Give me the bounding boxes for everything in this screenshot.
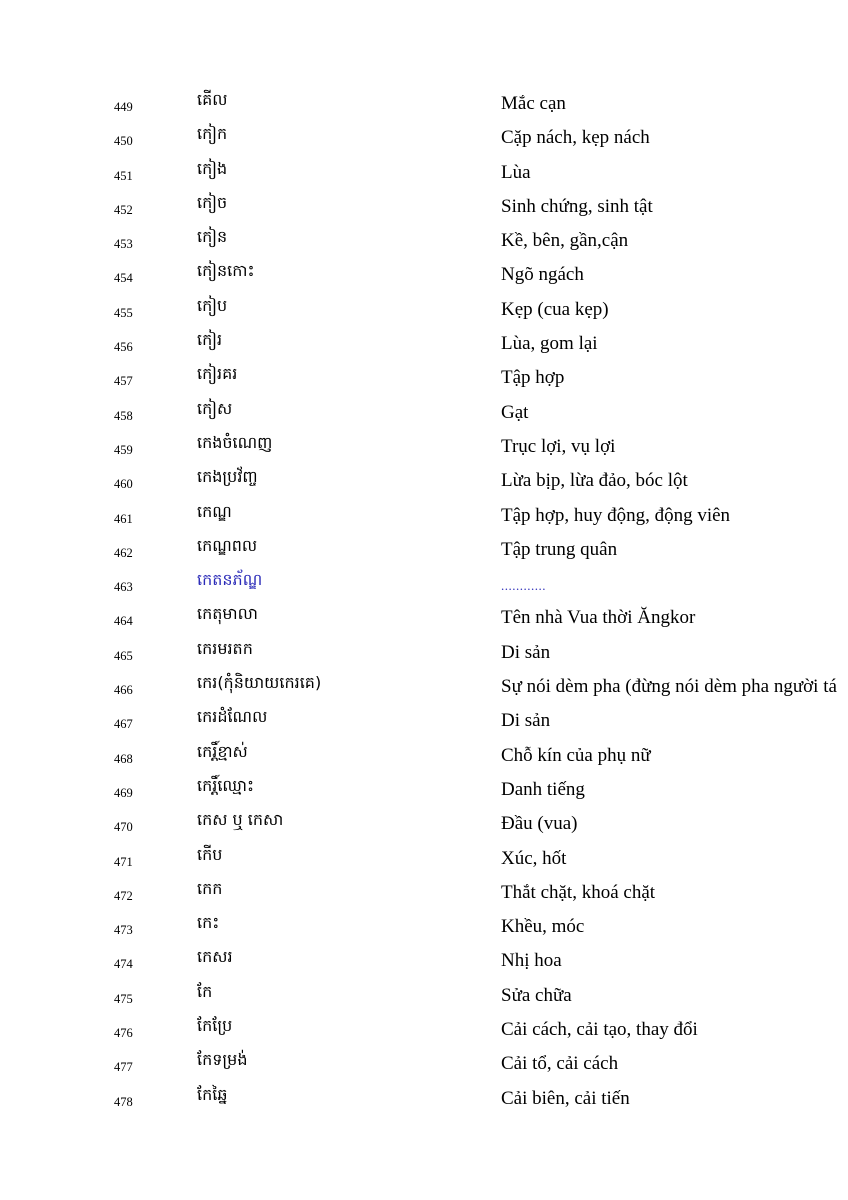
khmer-term: កេរដំណែល [197,707,268,727]
glossary-row [0,978,848,1012]
khmer-term: កេតុមាលា [197,604,258,624]
entry-number: 466 [114,683,133,698]
glossary-row [0,772,848,806]
vietnamese-translation: Kề, bên, gần,cận [501,230,629,252]
glossary-row [0,360,848,394]
glossary-row [0,1081,848,1115]
khmer-term: កែទម្រង់ [197,1050,248,1070]
glossary-row [0,566,848,600]
vietnamese-translation: Tên nhà Vua thời Ăngkor [501,607,696,629]
khmer-term: កេរ្តិ៍ឈ្មោះ [197,775,255,795]
khmer-term: កែឆ្នៃ [197,1084,228,1104]
glossary-row [0,498,848,532]
entry-number: 449 [114,100,133,114]
entry-number: 472 [114,888,133,903]
khmer-term: កេក [197,878,223,898]
entry-number: 457 [114,374,133,389]
entry-number: 453 [114,237,133,252]
khmer-term: កេរ(កុំនិយាយកេរគេ) [197,673,322,693]
entry-number: 465 [114,648,133,663]
vietnamese-translation: ............ [501,578,546,594]
glossary-row [0,669,848,703]
vietnamese-translation: Di sản [501,641,551,663]
vietnamese-translation: Cải tổ, cải cách [501,1053,619,1075]
glossary-row [0,189,848,223]
vietnamese-translation: Lừa bịp, lừa đảo, bóc lột [501,470,688,492]
entry-number: 452 [114,202,133,217]
khmer-term: កៀស [197,398,233,418]
vietnamese-translation: Ngõ ngách [501,264,584,286]
entry-number: 461 [114,511,133,526]
glossary-row [0,635,848,669]
khmer-term: កៀច [197,192,228,212]
vietnamese-translation: Sửa chữa [501,984,572,1006]
khmer-term: កេសរ [197,947,233,967]
vietnamese-translation: Xúc, hốt [501,847,567,869]
glossary-row [0,841,848,875]
vietnamese-translation: Sự nói dèm pha (đừng nói dèm pha người tá [501,676,837,698]
khmer-term: កៀរ [197,330,223,350]
khmer-term: កេងប្រវ័ញ្ច [197,467,258,487]
glossary-row [0,429,848,463]
khmer-term: កេរ្តិ៍ខ្មាស់ [197,741,248,761]
entry-number: 474 [114,957,133,972]
vietnamese-translation: Trục lợi, vụ lợi [501,435,616,457]
vietnamese-translation: Cải cách, cải tạo, thay đổi [501,1019,698,1041]
khmer-term: កៀនកោះ [197,261,255,281]
khmer-term: កេតនភ័ណ្ឌ [197,570,263,590]
glossary-row [0,738,848,772]
glossary-row [0,703,848,737]
entry-number: 451 [114,168,133,183]
glossary-row [0,395,848,429]
entry-number: 469 [114,785,133,800]
glossary-row [0,532,848,566]
vietnamese-translation: Di sản [501,710,551,732]
glossary-row [0,463,848,497]
khmer-term: កៀរគរ [197,364,238,384]
vietnamese-translation: Lùa [501,161,531,183]
glossary-row [0,223,848,257]
glossary-row [0,1012,848,1046]
khmer-term: កេះ [197,913,220,933]
vietnamese-translation: Lùa, gom lại [501,333,598,355]
entry-number: 477 [114,1060,133,1075]
vietnamese-translation: Cặp nách, kẹp nách [501,127,650,149]
glossary-row [0,120,848,154]
khmer-term: កៀក [197,124,228,144]
vietnamese-translation: Đầu (vua) [501,813,578,835]
glossary-row [0,875,848,909]
vietnamese-translation: Mắc cạn [501,93,566,114]
entry-number: 454 [114,271,133,286]
vietnamese-translation: Cải biên, cải tiến [501,1087,630,1109]
vietnamese-translation: Thắt chặt, khoá chặt [501,881,656,903]
glossary-row [0,806,848,840]
vietnamese-translation: Tập hợp, huy động, động viên [501,504,731,526]
vietnamese-translation: Tập hợp [501,367,565,389]
khmer-term: កែ [197,981,213,1001]
glossary-row [0,943,848,977]
khmer-term: កេរមរតក [197,638,253,658]
vietnamese-translation: Khều, móc [501,916,585,938]
entry-number: 458 [114,408,133,423]
glossary-row [0,86,848,120]
entry-number: 459 [114,442,133,457]
glossary-row [0,292,848,326]
glossary-row [0,257,848,291]
khmer-term: កេណ្ឌពល [197,535,258,555]
khmer-term: កេស ឬ កេសា [197,810,284,830]
khmer-term: កៀប [197,295,228,315]
vietnamese-translation: Chỗ kín của phụ nữ [501,744,651,766]
entry-number: 471 [114,854,133,869]
entry-number: 464 [114,614,133,629]
glossary-row [0,600,848,634]
entry-number: 468 [114,751,133,766]
glossary-row [0,1046,848,1080]
entry-number: 463 [114,580,133,595]
entry-number: 460 [114,477,133,492]
entry-number: 478 [114,1094,133,1109]
entry-number: 473 [114,923,133,938]
vietnamese-translation: Gạt [501,401,529,423]
vietnamese-translation: Kẹp (cua kẹp) [501,298,609,320]
entry-number: 450 [114,134,133,149]
glossary-row [0,909,848,943]
khmer-term: កើប [197,844,223,864]
glossary-row [0,155,848,189]
entry-number: 462 [114,545,133,560]
vietnamese-translation: Sinh chứng, sinh tật [501,195,653,217]
khmer-term: កៀង [197,158,228,178]
entry-number: 456 [114,340,133,355]
khmer-term: កៀន [197,227,228,247]
khmer-term: កេងចំណេញ [197,432,273,452]
khmer-term: គើល [197,90,228,109]
khmer-term: កេណ្ឌ [197,501,232,521]
entry-number: 470 [114,820,133,835]
glossary-row [0,326,848,360]
vietnamese-translation: Nhị hoa [501,950,562,972]
entry-number: 467 [114,717,133,732]
vietnamese-translation: Tập trung quân [501,538,618,560]
entry-number: 475 [114,991,133,1006]
entry-number: 455 [114,305,133,320]
khmer-term: កែប្រែ [197,1016,233,1036]
glossary-entries [0,86,848,1115]
vietnamese-translation: Danh tiếng [501,778,585,800]
entry-number: 476 [114,1026,133,1041]
